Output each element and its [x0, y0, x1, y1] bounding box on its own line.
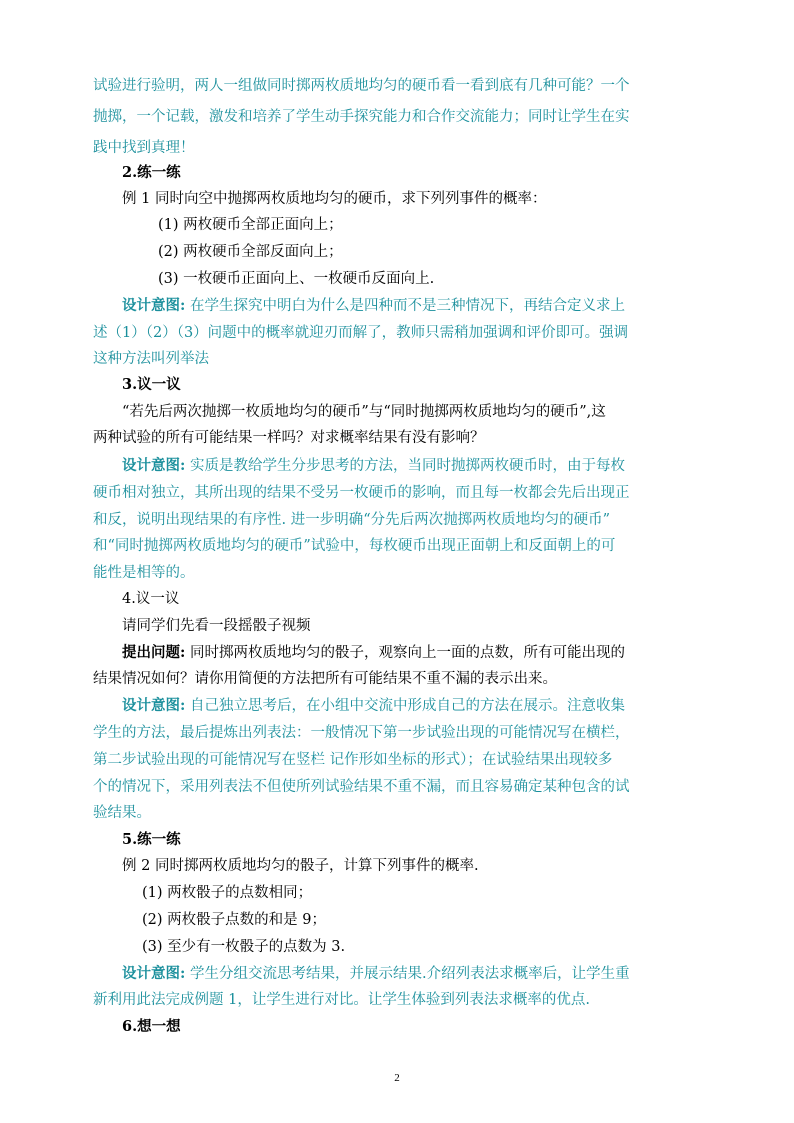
section-3-heading: 3.议一议	[122, 376, 181, 393]
intent-label: 设计意图:	[122, 297, 186, 314]
section-3-intent-line-5: 能性是相等的。	[93, 565, 195, 581]
section-4-intent-line-1	[122, 696, 742, 716]
example-1-item-1: (1) 两枚硬币全部正面向上；	[158, 217, 343, 233]
section-4-intent-line-4: 个的情况下，采用列表法不但使所列试验结果不重不漏，而且容易确定某种包含的试	[93, 779, 630, 795]
intro-line-3: 践中找到真理！	[93, 140, 195, 156]
section-5-intent-line-1	[122, 964, 742, 984]
intent-text: 自己独立思考后，在小组中交流中形成自己的方法在展示。注意收集	[185, 698, 625, 714]
section-3-intent-line-2: 硬币相对独立，其所出现的结果不受另一枚硬币的影响，而且每一枚都会先后出现正	[93, 485, 630, 501]
section-2-intent-line-2: 述（1）（2）（3）问题中的概率就迎刃而解了，教师只需稍加强调和评价即可。强调	[93, 325, 629, 341]
example-1-item-2: (2) 两枚硬币全部反面向上；	[158, 244, 343, 260]
section-3-question-line-1: “若先后两次抛掷一枚质地均匀的硬币”与“同时抛掷两枚质地均匀的硬币”,这	[122, 404, 606, 420]
section-3-intent-line-1	[122, 456, 742, 476]
problem-label: 提出问题:	[122, 644, 186, 661]
example-1-item-3: (3) 一枚硬币正面向上、一枚硬币反面向上.	[158, 271, 435, 287]
section-4-problem-line-2: 结果情况如何？请你用简便的方法把所有可能结果不重不漏的表示出来。	[93, 671, 557, 687]
section-5-heading: 5.练一练	[122, 831, 181, 848]
section-4-intent-line-3: 第二步试验出现的可能情况写在竖栏 记作形如坐标的形式）；在试验结果出现较多	[93, 752, 613, 768]
intent-label: 设计意图:	[122, 965, 186, 982]
example-2-item-1: (1) 两枚骰子的点数相同；	[142, 885, 313, 901]
intent-label: 设计意图:	[122, 697, 186, 714]
page-number: 2	[394, 1072, 400, 1084]
section-2-intent-line-1	[122, 296, 742, 316]
example-1: 例 1 同时向空中抛掷两枚质地均匀的硬币，求下列列事件的概率：	[122, 191, 547, 207]
intent-text: 学生分组交流思考结果，并展示结果.介绍列表法求概率后，让学生重	[185, 966, 630, 982]
section-4-heading: 4.议一议	[122, 591, 180, 607]
example-2: 例 2 同时掷两枚质地均匀的骰子，计算下列事件的概率.	[122, 858, 479, 874]
intro-line-2: 抛掷，一个记载，激发和培养了学生动手探究能力和合作交流能力；同时让学生在实	[93, 109, 630, 125]
section-4-intent-line-5: 验结果。	[93, 805, 151, 821]
example-2-item-3: (3) 至少有一枚骰子的点数为 3.	[142, 939, 346, 955]
section-3-intent-line-3: 和反，说明出现结果的有序性. 进一步明确“分先后两次抛掷两枚质地均匀的硬币”	[93, 512, 611, 528]
section-4-problem-line-1	[122, 643, 742, 663]
section-3-question-line-2: 两种试验的所有可能结果一样吗？对求概率结果有没有影响？	[93, 430, 485, 446]
section-2-intent-line-3: 这种方法叫列举法	[93, 351, 209, 367]
problem-text: 同时掷两枚质地均匀的骰子，观察向上一面的点数，所有可能出现的	[185, 645, 625, 661]
section-3-intent-line-4: 和“同时抛掷两枚质地均匀的硬币”试验中，每枚硬币出现正面朝上和反面朝上的可	[93, 538, 616, 554]
example-2-item-2: (2) 两枚骰子点数的和是 9；	[142, 912, 326, 928]
section-2-heading: 2.练一练	[122, 164, 181, 181]
intent-text: 实质是教给学生分步思考的方法，当同时抛掷两枚硬币时，由于每枚	[185, 458, 625, 474]
section-4-video-line: 请同学们先看一段摇骰子视频	[122, 618, 311, 634]
section-6-heading: 6.想一想	[122, 1018, 181, 1035]
intent-label: 设计意图:	[122, 457, 186, 474]
section-5-intent-line-2: 新利用此法完成例题 1，让学生进行对比。让学生体验到列表法求概率的优点.	[93, 992, 590, 1008]
intent-text: 在学生探究中明白为什么是四种而不是三种情况下，再结合定义求上	[185, 298, 625, 314]
intro-line-1: 试验进行验明，两人一组做同时掷两枚质地均匀的硬币看一看到底有几种可能？一个	[93, 78, 630, 94]
section-4-intent-line-2: 学生的方法，最后提炼出列表法：一般情况下第一步试验出现的可能情况写在横栏，	[93, 725, 630, 741]
